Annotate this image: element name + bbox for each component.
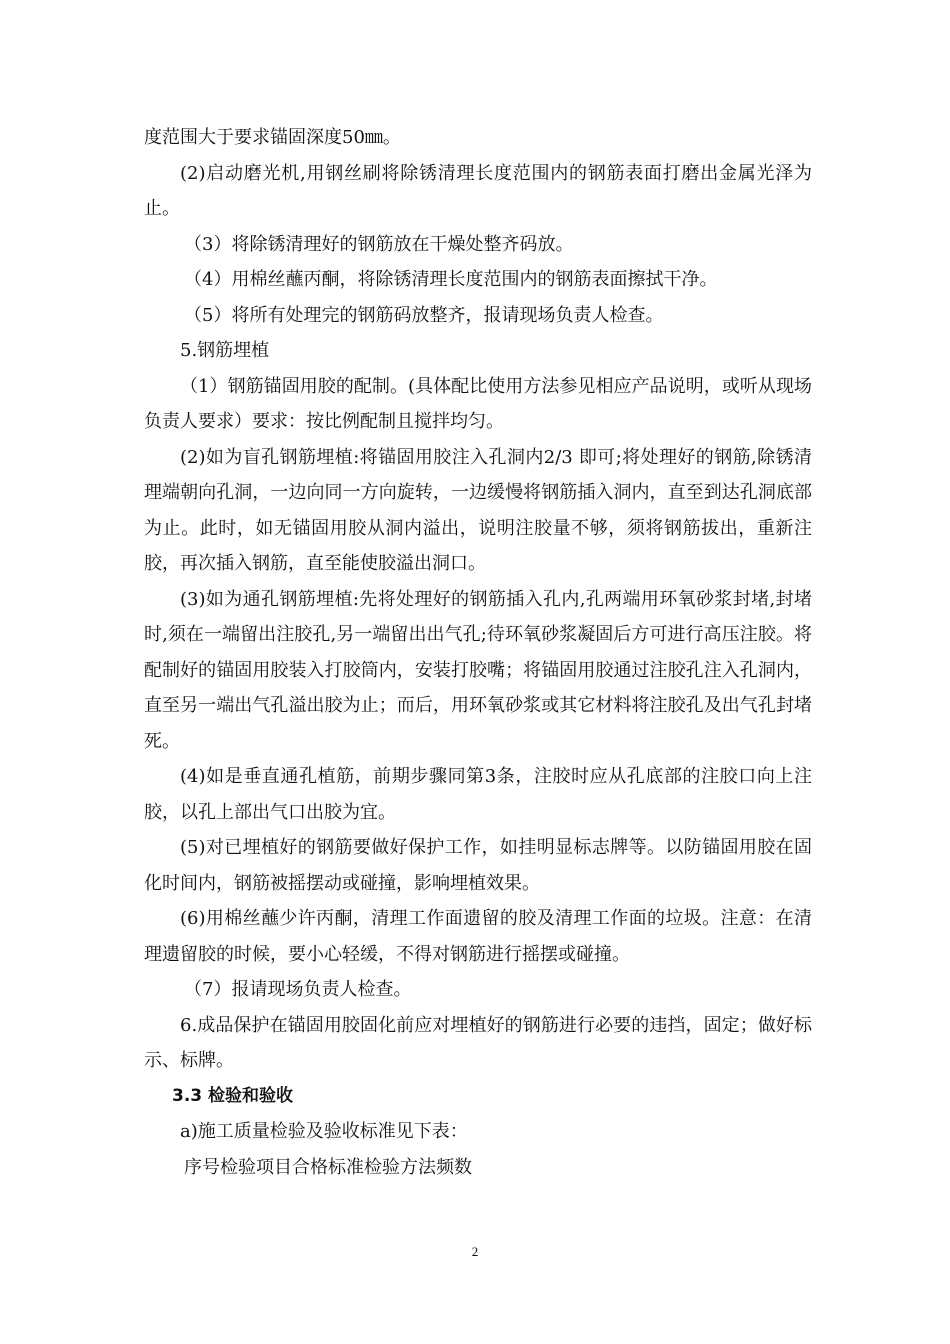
paragraph-12: (6)用棉丝蘸少许丙酮，清理工作面遗留的胶及清理工作面的垃圾。注意：在清理遗留胶的时候，要小心轻缓，不得对钢筋进行摇摆或碰撞。 xyxy=(144,908,812,965)
section-5-title: 5.钢筋埋植 xyxy=(180,340,270,361)
paragraph-3: （3）将除锈清理好的钢筋放在干燥处整齐码放。 xyxy=(184,233,574,255)
paragraph-2: (2)启动磨光机,用钢丝刷将除锈清理长度范围内的钢筋表面打磨出金属光泽为止。 xyxy=(144,162,812,219)
paragraph-8: (2)如为盲孔钢筋埋植:将锚固用胶注入孔洞内2/3 即可;将处理好的钢筋,除锈清理端朝向孔洞，一边向同一方向旋转，一边缓慢将钢筋插入洞内，直至到达孔洞底部为止。此时，如无锚固用胶从洞内溢出，说明注胶量不够，须将钢筋拔出，重新注胶，再次插入钢筋，直至能使胶溢出洞口。 xyxy=(144,446,812,574)
paragraph-4: （4）用棉丝蘸丙酮，将除锈清理长度范围内的钢筋表面擦拭干净。 xyxy=(184,269,718,290)
page-number: 2 xyxy=(471,1244,479,1259)
paragraph-1: 度范围大于要求锚固深度50㎜。 xyxy=(144,127,401,148)
paragraph-9: (3)如为通孔钢筋埋植:先将处理好的钢筋插入孔内,孔两端用环氧砂浆封堵,封堵时,须在一端留出注胶孔,另一端留出出气孔;待环氧砂浆凝固后方可进行高压注胶。将配制好的锚固用胶装入打胶筒内，安装打胶嘴；将锚固用胶通过注胶孔注入孔洞内，直至另一端出气孔溢出胶为止；而后，用环氧砂浆或其它材料将注胶孔及出气孔封堵死。 xyxy=(144,588,812,752)
paragraph-7: （1）钢筋锚固用胶的配制。(具体配比使用方法参见相应产品说明，或听从现场负责人要求）要求：按比例配制且搅拌均匀。 xyxy=(144,375,812,432)
table-header-line: 序号检验项目合格标准检验方法频数 xyxy=(184,1156,472,1178)
paragraph-5: （5）将所有处理完的钢筋码放整齐，报请现场负责人检查。 xyxy=(184,304,664,326)
section-heading: 3.3 检验和验收 xyxy=(172,1085,294,1106)
paragraph-14: 6.成品保护在锚固用胶固化前应对埋植好的钢筋进行必要的违挡，固定；做好标示、标牌。 xyxy=(144,1014,812,1071)
paragraph-10: (4)如是垂直通孔植筋，前期步骤同第3条，注胶时应从孔底部的注胶口向上注胶，以孔上部出气口出胶为宜。 xyxy=(144,766,812,823)
paragraph-13: （7）报请现场负责人检查。 xyxy=(184,979,412,1000)
paragraph-15: a)施工质量检验及验收标准见下表： xyxy=(180,1121,468,1142)
page-body xyxy=(144,120,812,1185)
paragraph-11: (5)对已埋植好的钢筋要做好保护工作，如挂明显标志牌等。以防锚固用胶在固化时间内，钢筋被摇摆动或碰撞，影响埋植效果。 xyxy=(144,837,812,894)
